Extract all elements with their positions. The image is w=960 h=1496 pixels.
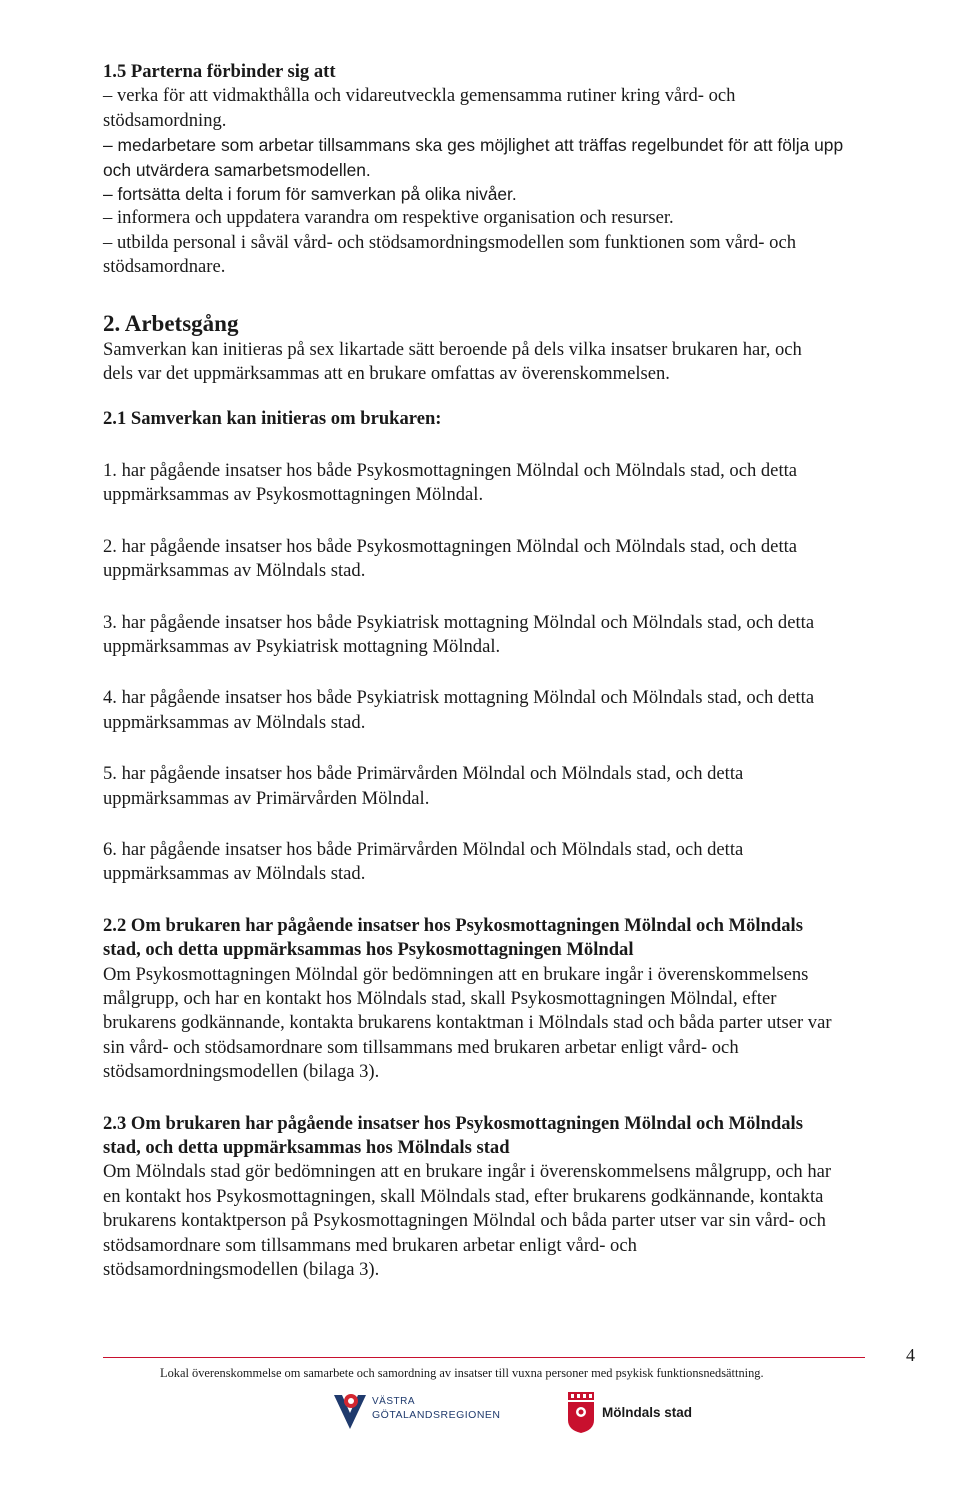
- list-item-line: 5. har pågående insatser hos både Primärvården Mölndal och Mölndals stad, och detta: [103, 763, 744, 785]
- list-item-line: uppmärksammas av Mölndals stad.: [103, 863, 366, 885]
- list-item: [103, 535, 923, 584]
- vastra-gotalandsregionen-logo: [332, 1389, 522, 1433]
- section-2-2-heading: stad, och detta uppmärksammas hos Psykosmottagningen Mölndal: [103, 939, 634, 961]
- list-item-line: 3. har pågående insatser hos både Psykiatrisk mottagning Mölndal och Mölndals stad, och detta: [103, 611, 815, 633]
- section-2-3-heading: stad, och detta uppmärksammas hos Mölndals stad: [103, 1137, 510, 1158]
- page-number: 4: [906, 1345, 915, 1365]
- paragraph-line: stödsamordnare som tillsammans med brukaren arbetar enligt vård- och: [103, 1234, 637, 1256]
- section-2-heading: 2. Arbetsgång: [103, 310, 239, 336]
- molndal-crest-icon: [566, 1390, 596, 1434]
- list-item-line: 4. har pågående insatser hos både Psykiatrisk mottagning Mölndal och Mölndals stad, och detta: [103, 687, 815, 709]
- vgr-logo-line2: GÖTALANDSREGIONEN: [372, 1409, 501, 1421]
- footer-divider: [103, 1357, 865, 1358]
- bullet-line: – verka för att vidmakthålla och vidareutveckla gemensamma rutiner kring vård- och: [103, 85, 736, 107]
- paragraph-line: sin vård- och stödsamordnare som tillsammans med brukaren arbetar enligt vård- och: [103, 1036, 739, 1058]
- paragraph-line: dels var det uppmärksammas att en brukare omfattas av överenskommelsen.: [103, 363, 670, 385]
- bullet-line: stödsamordning.: [103, 109, 227, 131]
- section-2-2-heading: 2.2 Om brukaren har pågående insatser hos Psykosmottagningen Mölndal och Mölndals: [103, 914, 803, 936]
- list-item: [103, 611, 923, 660]
- molndals-stad-logo: [566, 1390, 726, 1436]
- section-2-1-heading: 2.1 Samverkan kan initieras om brukaren:: [103, 408, 442, 430]
- paragraph-line: Om Mölndals stad gör bedömningen att en brukare ingår i överenskommelsens målgrupp, och har: [103, 1161, 832, 1183]
- list-item-line: uppmärksammas av Primärvården Mölndal.: [103, 787, 430, 809]
- bullet-line: – fortsätta delta i forum för samverkan på olika nivåer.: [103, 184, 517, 205]
- list-item-line: uppmärksammas av Psykiatrisk mottagning Mölndal.: [103, 635, 501, 657]
- list-item: [103, 762, 923, 811]
- paragraph-line: brukarens godkännande, kontakta brukarens kontaktman i Mölndals stad och båda parter utser var: [103, 1012, 832, 1034]
- list-item-line: uppmärksammas av Mölndals stad.: [103, 711, 366, 733]
- section-1-5-heading: 1.5 Parterna förbinder sig att: [103, 61, 336, 82]
- list-item-line: 1. har pågående insatser hos både Psykosmottagningen Mölndal och Mölndals stad, och detta: [103, 459, 798, 481]
- footer-text: Lokal överenskommelse om samarbete och samordning av insatser till vuxna personer med psykisk funktionsnedsättning.: [160, 1366, 764, 1380]
- list-item-line: 2. har pågående insatser hos både Psykosmottagningen Mölndal och Mölndals stad, och detta: [103, 535, 798, 557]
- section-2-1-list: [103, 459, 923, 887]
- paragraph-line: brukarens kontaktperson på Psykosmottagningen Mölndal och båda parter utser var sin vård- och: [103, 1210, 826, 1232]
- list-item: [103, 686, 923, 735]
- list-item: [103, 838, 923, 887]
- paragraph-line: målgrupp, och har en kontakt hos Mölndals stad, skall Psykosmottagningen Mölndal, efter: [103, 987, 777, 1009]
- bullet-line: – medarbetare som arbetar tillsammans ska ges möjlighet att träffas regelbundet för att följa upp: [103, 135, 844, 156]
- bullet-line: stödsamordnare.: [103, 256, 226, 278]
- paragraph-line: Samverkan kan initieras på sex likartade sätt beroende på dels vilka insatser brukaren har, och: [103, 338, 802, 360]
- paragraph-line: Om Psykosmottagningen Mölndal gör bedömningen att en brukare ingår i överenskommelsens: [103, 963, 809, 985]
- list-item-line: uppmärksammas av Psykosmottagningen Mölndal.: [103, 484, 484, 506]
- bullet-line: – informera och uppdatera varandra om respektive organisation och resurser.: [103, 207, 674, 229]
- paragraph-line: stödsamordningsmodellen (bilaga 3).: [103, 1259, 380, 1281]
- section-1-5-list: [103, 84, 923, 279]
- bullet-line: och utvärdera samarbetsmodellen.: [103, 159, 371, 180]
- bullet-line: – utbilda personal i såväl vård- och stödsamordningsmodellen som funktionen som vård- och: [103, 231, 796, 253]
- section-2-3-heading: 2.3 Om brukaren har pågående insatser hos Psykosmottagningen Mölndal och Mölndals: [103, 1112, 803, 1134]
- list-item-line: 6. har pågående insatser hos både Primärvården Mölndal och Mölndals stad, och detta: [103, 838, 744, 860]
- vgr-logo-icon: [332, 1389, 368, 1433]
- molndals-stad-name: Mölndals stad: [602, 1405, 693, 1420]
- vgr-logo-line1: VÄSTRA: [372, 1396, 416, 1407]
- paragraph-line: en kontakt hos Psykosmottagningen, skall Mölndals stad, efter brukarens godkännande, kontakta: [103, 1185, 824, 1207]
- page-content: [103, 60, 923, 1282]
- list-item-line: uppmärksammas av Mölndals stad.: [103, 560, 366, 582]
- paragraph-line: stödsamordningsmodellen (bilaga 3).: [103, 1061, 380, 1083]
- list-item: [103, 459, 923, 508]
